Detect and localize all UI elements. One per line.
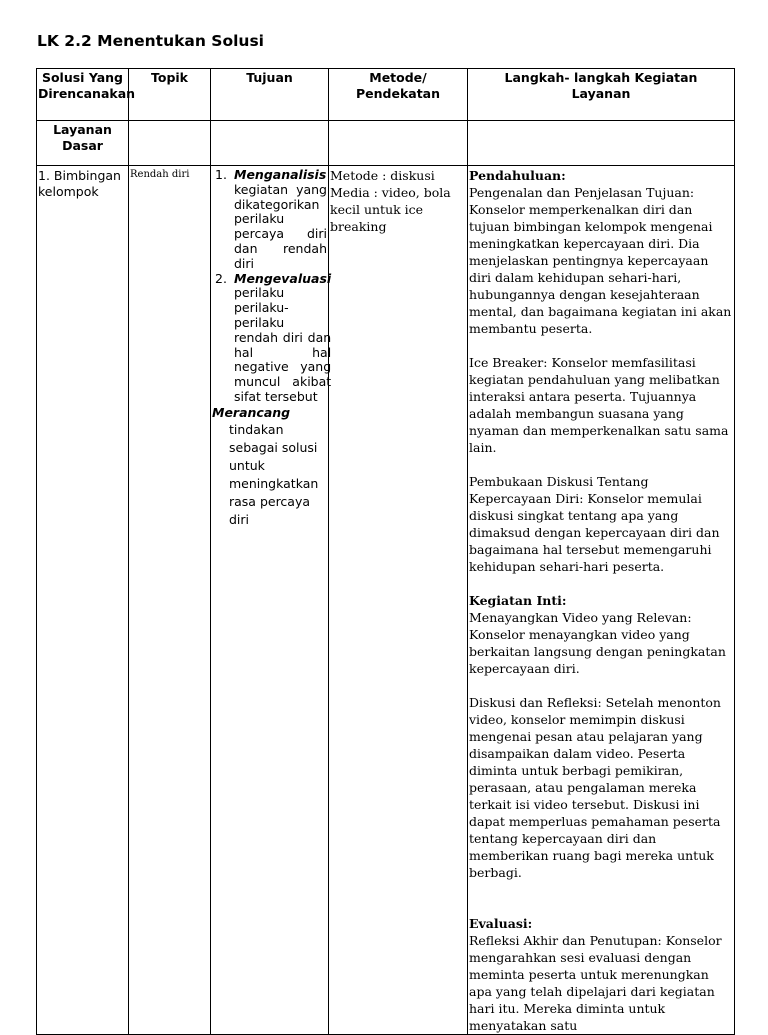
cell-langkah bbox=[468, 166, 735, 1035]
merancang-text: tindakan sebagai solusi untuk meningkatkan rasa percaya diri bbox=[229, 421, 319, 527]
header-langkah: Langkah- langkah Kegiatan Layanan bbox=[468, 69, 735, 121]
tujuan-number: 2. bbox=[215, 270, 227, 286]
pendahuluan-paragraph: Pengenalan dan Penjelasan Tujuan: Konselor memperkenalkan diri dan tujuan bimbingan kelompok mengenai meningkatkan kepercayaan diri. Dia menjelaskan pentingnya kepercayaan diri dalam kehidupan sehari-hari, hubungannya dengan kesejahteraan mental, dan bagaimana kegiatan ini akan membantu peserta. bbox=[469, 185, 732, 336]
video-paragraph: Menayangkan Video yang Relevan: Konselor menayangkan video yang berkaitan langsung dengan peningkatan kepercayaan diri. bbox=[469, 610, 726, 676]
layanan-dasar-label: Layanan Dasar bbox=[37, 121, 129, 166]
tujuan-rest: perilaku perilaku-perilaku rendah diri dan hal hal negative yang muncul akibat sifat tersebut bbox=[234, 285, 332, 404]
kegiatan-inti-heading: Kegiatan Inti: bbox=[469, 593, 567, 608]
tujuan-verb: Mengevaluasi bbox=[234, 270, 332, 286]
empty-cell bbox=[129, 121, 211, 166]
media-text: Media : video, bola kecil untuk ice breaking bbox=[330, 185, 451, 234]
pembukaan-paragraph: Pembukaan Diskusi Tentang Kepercayaan Diri: Konselor memulai diskusi singkat tentang apa yang dimaksud dengan kepercayaan diri dan bagaimana hal tersebut memengaruhi kehidupan sehari-hari peserta. bbox=[469, 474, 720, 574]
empty-cell bbox=[329, 121, 468, 166]
empty-cell bbox=[211, 121, 329, 166]
table-header-row bbox=[37, 69, 735, 121]
table-row bbox=[37, 166, 735, 1035]
tujuan-text bbox=[234, 272, 331, 405]
cell-metode bbox=[329, 166, 468, 1035]
merancang-label: Merancang bbox=[212, 404, 291, 420]
tujuan-rest: kegiatan yang dikategorikan perilaku percaya diri dan rendah diri bbox=[234, 181, 327, 271]
header-topik: Topik bbox=[129, 69, 211, 121]
header-solusi: Solusi Yang Direncanakan bbox=[37, 69, 129, 121]
tujuan-item bbox=[212, 168, 327, 272]
table-subheader-row bbox=[37, 121, 735, 166]
tujuan-text bbox=[234, 168, 327, 272]
tujuan-number: 1. bbox=[215, 167, 227, 182]
tujuan-item bbox=[212, 270, 332, 405]
metode-text: Metode : diskusi bbox=[330, 168, 435, 183]
evaluasi-heading: Evaluasi: bbox=[469, 916, 533, 931]
diskusi-paragraph: Diskusi dan Refleksi: Setelah menonton video, konselor memimpin diskusi mengenai pesan atau pelajaran yang disampaikan dalam video. Peserta diminta untuk berbagi pemikiran, perasaan, atau pengalaman mereka terkait isi video tersebut. Diskusi ini dapat memperluas pemahaman peserta tentang kepercayaan diri dan memberikan ruang bagi mereka untuk berbagi. bbox=[469, 695, 721, 880]
cell-topik: Rendah diri bbox=[129, 166, 211, 1035]
evaluasi-paragraph: Refleksi Akhir dan Penutupan: Konselor mengarahkan sesi evaluasi dengan meminta peserta untuk merenungkan apa yang telah dipelajari dari kegiatan hari itu. Mereka diminta untuk menyatakan satu bbox=[469, 933, 722, 1033]
tujuan-verb: Menganalisis bbox=[234, 167, 327, 182]
page-title: LK 2.2 Menentukan Solusi bbox=[37, 32, 264, 50]
empty-cell bbox=[468, 121, 735, 166]
solution-table bbox=[36, 68, 735, 1035]
cell-solusi: 1. Bimbingan kelompok bbox=[37, 166, 129, 1035]
header-metode: Metode/ Pendekatan bbox=[329, 69, 468, 121]
cell-tujuan bbox=[211, 166, 332, 1035]
pendahuluan-heading: Pendahuluan: bbox=[469, 168, 566, 183]
header-tujuan: Tujuan bbox=[211, 69, 329, 121]
ice-breaker-paragraph: Ice Breaker: Konselor memfasilitasi kegiatan pendahuluan yang melibatkan interaksi antara peserta. Tujuannya adalah membangun suasana yang nyaman dan memperkenalkan satu sama lain. bbox=[469, 355, 729, 455]
